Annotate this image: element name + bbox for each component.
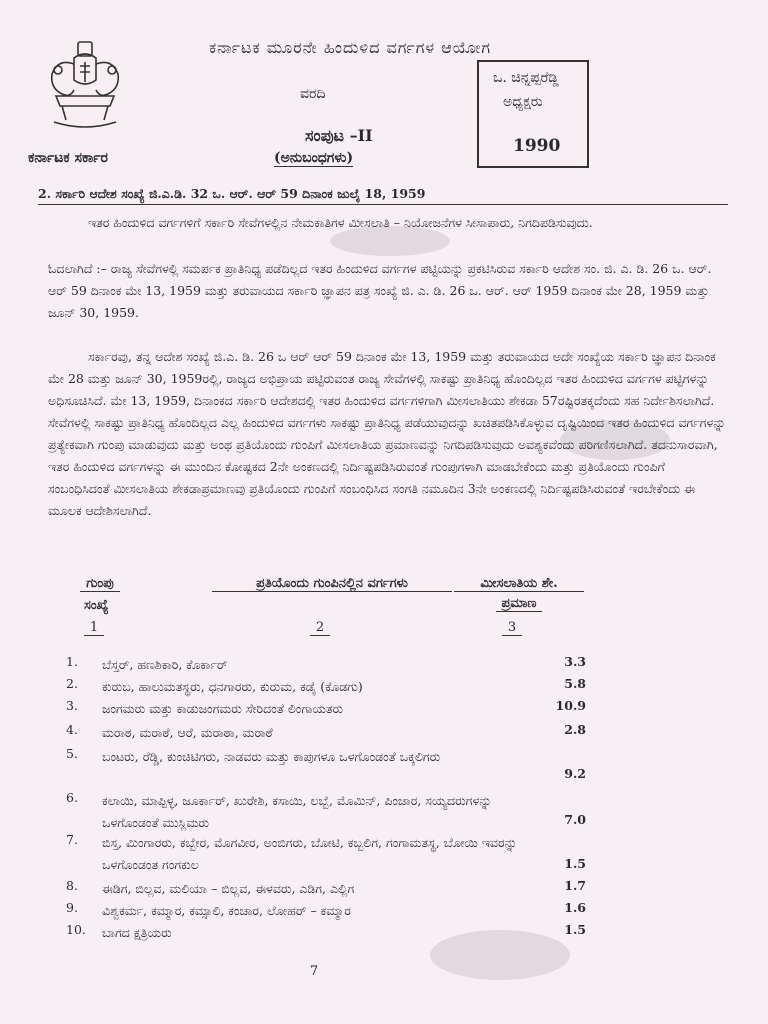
row-percent: 1.6 [564,900,586,915]
row-percent: 1.7 [564,878,586,893]
scan-smudge [430,930,570,980]
row-number: 8. [66,878,78,893]
row-number: 10. [66,922,86,937]
row-percent: 7.0 [564,812,586,827]
row-classes: ಕಲಾಯಿ, ಮಾಪ್ಪಿಳ್ಳ, ಜೂರ್ಕಾರ್, ಖುರೇಶಿ, ಕಸಾಯಿ, ಲಬ್ಬೆ, ಮೊಮಿನ್, ಪಿಂಜಾರ, ಸಯ್ಯದರುಗಳನ್ನು ಒಳಗೊಂಡಂತೆ ಮುಸ್ಲಿಮರು [102,793,492,830]
row-number: 7. [66,832,78,847]
column-number: 2 [310,620,330,636]
row-percent: 9.2 [564,766,586,781]
page-number: 7 [309,964,319,979]
header-number: ಸಂಖ್ಯೆ [84,598,109,613]
row-classes: ಬೆಸ್ತರ್, ಹಣಶಿಕಾರಿ, ಕೊರ್ಕಾರ್ [102,657,228,672]
row-number: 9. [66,900,78,915]
row-percent: 5.8 [564,676,586,691]
row-classes: ಬಂಟರು, ರೆಡ್ಡಿ, ಕುಂಚಿಟಿಗರು, ನಾಡವರು ಮತ್ತು ಕಾಪುಗಳೂ ಒಳಗೊಂಡಂತೆ ಒಕ್ಕಲಿಗರು [102,749,441,764]
row-number: 6. [66,790,78,805]
report-label: ವರದಿ [300,86,326,102]
row-number: 5. [66,746,78,761]
row-percent: 10.9 [555,698,586,713]
govt-label: ಕರ್ನಾಟಕ ಸರ್ಕಾರ [28,150,108,166]
annexures-label: (ಅನುಬಂಧಗಳು) [274,150,354,166]
row-classes: ಬಾಗದ ಕ್ಷತ್ರಿಯರು [102,925,172,940]
report-year: 1990 [513,136,561,156]
column-number: 3 [502,620,522,636]
row-classes: ಜಂಗಮರು ಮತ್ತು ಕಾಡುಜಂಗಮರು ಸೇರಿದಂತೆ ಲಿಂಗಾಯತರು [102,701,344,716]
row-percent: 2.8 [564,722,586,737]
commission-title: ಕರ್ನಾಟಕ ಮೂರನೇ ಹಿಂದುಳಿದ ವರ್ಗಗಳ ಆಯೋಗ [208,38,492,57]
header-classes: ಪ್ರತಿಯೊಂದು ಗುಂಪಿನಲ್ಲಿನ ವರ್ಗಗಳು [212,576,452,592]
header-reservation: ಮೀಸಲಾತಿಯ ಶೇ. [454,576,584,592]
header-group: ಗುಂಪು [80,576,120,592]
scan-smudge [330,226,450,256]
row-classes: ವಿಶ್ವಕರ್ಮ, ಕಮ್ಮಾರ, ಕಮ್ಸಾಲಿ, ಕಂಚಾರ, ಲೋಹರ್ – ಕಮ್ಮಾರ [102,903,351,918]
row-number: 3. [66,698,78,713]
row-number: 2. [66,676,78,691]
row-number: 4. [66,722,78,737]
row-classes: ಕುರುಬ, ಹಾಲುಮತಸ್ಥರು, ಧನಗಾರರು, ಕುರುಮ, ಕಡೈ (ಕೊಡಗು) [102,679,363,694]
row-percent: 3.3 [564,654,586,669]
row-percent: 1.5 [564,922,586,937]
volume-label: ಸಂಪುಟ –II [305,126,373,145]
scan-smudge [560,420,670,460]
order-paragraph: ಸರ್ಕಾರವು, ತನ್ನ ಆದೇಶ ಸಂಖ್ಯೆ ಜಿ.ಎ. ಡಿ. 26 ಒ ಆರ್ ಆರ್ 59 ದಿನಾಂಕ ಮೇ 13, 1959 ಮತ್ತು ತರುವಾಯದ ಅದೇ ಸಂಖ್ಯೆಯ ಸರ್ಕಾರಿ ಜ್ಞಾಪನ ದಿನಾಂಕ ಮೇ 28 ಮತ್ತು ಜೂನ್ 30, 1959ರಲ್ಲಿ, ರಾಜ್ಯದ ಅಭಿಪ್ರಾಯ ಪಟ್ಟಿರುವಂತ ರಾಜ್ಯ ಸೇವೆಗಳಲ್ಲಿ ಸಾಕಷ್ಟು ಪ್ರಾತಿನಿಧ್ಯ ಹೊಂದಿಲ್ಲದ ಇತರ ಹಿಂದುಳಿದ ವರ್ಗಗಳ ಪಟ್ಟಿಗಳನ್ನು ಅಧಿಸೂಚಿಸಿದೆ. ಮೇ 13, 1959, ದಿನಾಂಕದ ಸರ್ಕಾರಿ ಆದೇಶದಲ್ಲಿ ಇತರ ಹಿಂದುಳಿದ ವರ್ಗಗಳಿಗಾಗಿ ಮೀಸಲಾತಿಯು ಶೇಕಡಾ 57ರಷ್ಟಿರತಕ್ಕದೆಂದು ಸಹ ನಿರ್ದೇಶಿಸಲಾಗಿದೆ. ಸೇವೆಗಳಲ್ಲಿ ಸಾಕಷ್ಟು ಪ್ರಾತಿನಿಧ್ಯ ಹೊಂದಿಲ್ಲದ ಎಲ್ಲ ಹಿಂದುಳಿದ ವರ್ಗಗಳು ಸಾಕಷ್ಟು ಪ್ರಾತಿನಿಧ್ಯ ಪಡೆಯುವುದನ್ನು ಖಚಿತಪಡಿಸಿಕೊಳ್ಳುವ ದೃಷ್ಟಿಯಿಂದ ಇತರ ಹಿಂದುಳಿದ ವರ್ಗಗಳನ್ನು ಪ್ರತ್ಯೇಕವಾಗಿ ಗುಂಪು ಮಾಡುವುದು ಮತ್ತು ಅಂಥ ಪ್ರತಿಯೊಂದು ಗುಂಪಿಗೆ ಮೀಸಲಾತಿಯ ಪ್ರಮಾಣವನ್ನು ನಿಗದಿಪಡಿಸುವುದು ಅವಶ್ಯಕವೆಂದು ಪರಿಗಣಿಸಲಾಗಿದೆ. ತದನುಸಾರವಾಗಿ, ಇತರ ಹಿಂದುಳಿದ ವರ್ಗಗಳನ್ನು ಈ ಮುಂದಿನ ಕೋಷ್ಟಕದ 2ನೇ ಅಂಕಣದಲ್ಲಿ ನಿರ್ದಿಷ್ಟಪಡಿಸಿರುವಂತೆ ಗುಂಪುಗಳಾಗಿ ಮಾಡಬೇಕೆಂದು ಮತ್ತು ಪ್ರತಿಯೊಂದು ಗುಂಪಿಗೆ ಸಂಬಂಧಿಸಿದಂತೆ ಮೀಸಲಾತಿಯ ಶೇಕಡಾಪ್ರಮಾಣವು ಪ್ರತಿಯೊಂದು ಗುಂಪಿಗೆ ಸಂಬಂಧಿಸಿದ ಸಂಗತಿ ನಮೂದಿನ 3ನೇ ಅಂಕಣದಲ್ಲಿ ನಿರ್ದಿಷ್ಟಪಡಿಸಿರುವಂತೆ ಇರಬೇಕೆಂದು ಈ ಮೂಲಕ ಆದೇಶಿಸಲಾಗಿದೆ. [48,349,726,518]
chairman-box [477,60,589,168]
row-percent: 1.5 [564,856,586,871]
row-classes: ಬಿಸ್ತ, ಮಿಂಗಾರರು, ಕಬ್ಬೇರ, ಮೊಗವೀರ, ಅಂಬಿಗರು, ಬೋಟಿ, ಕಬ್ಬಲಿಗ, ಗಂಗಾಮತಸ್ಥ, ಬೋಯಿ ಇವರನ್ನು ಒಳಗೊಂಡಂತ ಗಂಗಕುಲ [102,835,518,872]
row-classes: ಈಡಿಗ, ಬಿಲ್ಲವ, ಮಲಿಯಾ – ಬಿಲ್ಲವ, ಈಳವರು, ಎಡಿಗ, ಎಲ್ಲಿಗ [102,881,355,896]
column-number: 1 [84,620,104,636]
row-number: 1. [66,654,78,669]
header-proportion: ಪ್ರಮಾಣ [496,596,542,612]
state-emblem-icon [44,40,126,132]
order-heading: 2. ಸರ್ಕಾರಿ ಆದೇಶ ಸಂಖ್ಯೆ ಜಿ.ಎ.ಡಿ. 32 ಒ. ಆರ್. ಆರ್ 59 ದಿನಾಂಕ ಜುಲೈ 18, 1959 [38,186,728,205]
chairman-name: ಒ. ಚಿನ್ನಪ್ಪರೆಡ್ಡಿ [493,70,559,86]
subject-paragraph: ಇತರ ಹಿಂದುಳಿದ ವರ್ಗಗಳಿಗೆ ಸರ್ಕಾರಿ ಸೇವೆಗಳಲ್ಲಿನ ನೇಮಕಾತಿಗಳ ಮೀಸಲಾತಿ – ನಿಯೋಜನೆಗಳ ಸೀಸಾಪಾರು, ನಿಗದಿಪಡಿಸುವುದು. [88,215,593,230]
row-classes: ಮರಾಠ, ಮರಾಠೆ, ಆರೆ, ಮರಾಠಾ, ಮರಾಠೆ [102,725,273,740]
chairman-post: ಅಧ್ಯಕ್ಷರು [503,94,543,110]
read-paragraph: ಓದಲಾಗಿದೆ :– ರಾಜ್ಯ ಸೇವೆಗಳಲ್ಲಿ ಸಮರ್ಪಕ ಪ್ರಾತಿನಿಧ್ಯ ಪಡೆದಿಲ್ಲದ ಇತರ ಹಿಂದುಳಿದ ವರ್ಗಗಳ ಪಟ್ಟಿಯನ್ನು ಪ್ರಕಟಿಸಿರುವ ಸರ್ಕಾರಿ ಆದೇಶ ಸಂ. ಜಿ. ಎ. ಡಿ. 26 ಒ. ಆರ್. ಆರ್ 59 ದಿನಾಂಕ ಮೇ 13, 1959 ಮತ್ತು ತರುವಾಯದ ಸರ್ಕಾರಿ ಜ್ಞಾಪನ ಪತ್ರ ಸಂಖ್ಯೆ ಜಿ. ಎ. ಡಿ. 26 ಒ. ಆರ್. ಆರ್ 1959 ದಿನಾಂಕ ಮೇ 28, 1959 ಮತ್ತು ಜೂನ್ 30, 1959. [48,261,712,320]
